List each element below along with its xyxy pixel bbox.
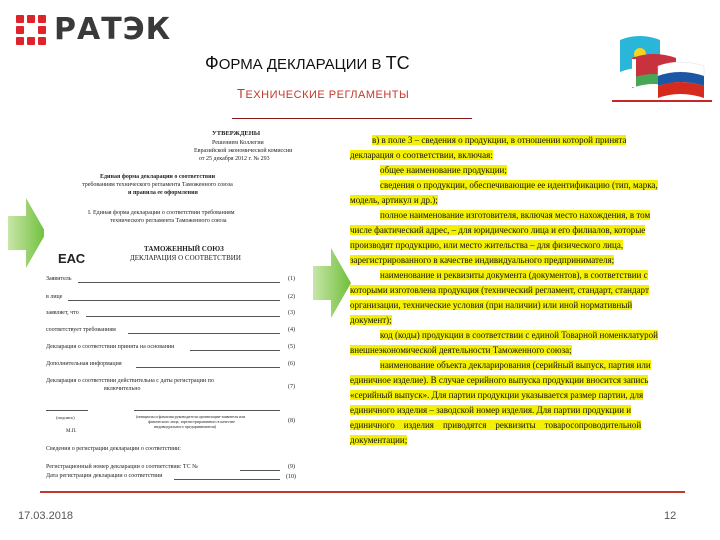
field-label: соответствует требованиям (46, 327, 116, 333)
text-line: организации, технические условия (при наличии) или иной нормативный (350, 300, 633, 310)
field-number: (5) (288, 344, 295, 350)
field-number: (10) (286, 474, 296, 480)
logo-text: РАТЭК (54, 12, 172, 47)
text-line: которыми изготовлена продукция (технический регламент, стандарт, стандарт (350, 285, 649, 295)
field-label: Дополнительная информация (46, 361, 122, 367)
registration-date-label: Дата регистрации декларации о соответствии (46, 473, 163, 479)
section-heading: технического регламента Таможенного союза (110, 218, 227, 224)
slide-date: 17.03.2018 (18, 510, 74, 522)
field-number: (8) (288, 418, 295, 424)
field-number: (1) (288, 276, 295, 282)
text-line: наименование и реквизиты документа (документов), в соответствии с (380, 270, 648, 280)
page-title: ФОРМА ДЕКЛАРАЦИИ В ТС (205, 53, 410, 73)
text-line: внешнеэкономической деятельности Таможенного союза; (350, 345, 572, 355)
text-line: единичного изделия приводятся реквизиты товаросопроводительной (350, 420, 642, 430)
text-line: полное наименование изготовителя, включая место нахождения, в том (380, 210, 651, 220)
text-line: декларация о соответствии, включая: (350, 150, 493, 160)
text-line: единичное изделие). В случае серийного выпуска продукции вносится запись (350, 375, 649, 385)
text-line: единичного изделия – заводской номер изделия. Для партии продукции и (350, 405, 632, 415)
field-label: заявляет, что (46, 310, 79, 316)
title-divider (232, 118, 472, 119)
text-line: сведения о продукции, обеспечивающие ее идентификацию (тип, марка, (380, 180, 658, 190)
field-label: Декларация о соответствии действительна с даты регистрации по (46, 378, 214, 384)
text-line: в) в поле 3 – сведения о продукции, в отношении которой принята (372, 135, 627, 145)
stamp-label: М.П. (66, 429, 77, 434)
declaration-heading: ДЕКЛАРАЦИЯ О СООТВЕТСТВИИ (130, 254, 241, 262)
text-line: наименование объекта декларирования (серийный выпуск, партия или (380, 360, 651, 370)
decision-line: Решением Коллегии (212, 140, 264, 146)
field-label: Заявитель (46, 276, 72, 282)
field-number: (6) (288, 361, 295, 367)
footer-divider (40, 491, 685, 493)
text-line: документации; (350, 435, 408, 445)
unified-form-line: и правила ее оформления (128, 190, 198, 196)
text-line: код (коды) продукции в соответствии с единой Товарной номенклатурой (380, 330, 658, 340)
page-subtitle: ТЕХНИЧЕСКИЕ РЕГЛАМЕНТЫ (237, 86, 410, 101)
field-label: включительно (104, 386, 141, 392)
field-number: (9) (288, 464, 295, 470)
unified-form-line: Единая форма декларации о соответствии (100, 174, 216, 180)
field-number: (7) (288, 384, 295, 390)
text-line: производят продукцию, или место жительства – для физического лица, (350, 240, 624, 250)
text-line: зарегистрированного в качестве индивидуального предпринимателя; (350, 255, 615, 265)
slide-number: 12 (664, 510, 677, 522)
rules-text-block (350, 133, 702, 448)
text-line: общее наименование продукции; (380, 165, 507, 175)
sign-label: (подпись) (56, 415, 75, 420)
registration-heading: Сведения о регистрации декларации о соответствии: (46, 446, 181, 452)
arrow-right-icon (8, 196, 46, 270)
field-number: (3) (288, 310, 295, 316)
text-line: документ); (350, 315, 392, 325)
text-line: модель, артикул и др.); (350, 195, 438, 205)
logo-mark-icon (16, 15, 46, 45)
field-number: (2) (288, 294, 295, 300)
customs-union-heading: ТАМОЖЕННЫЙ СОЮЗ (144, 245, 224, 253)
unified-form-line: требованиям технического регламента Таможенного союза (82, 182, 233, 188)
sign-caption: индивидуального предпринимателя) (154, 424, 217, 429)
russia-flag-icon (658, 62, 704, 98)
decision-line: от 25 декабря 2012 г. № 293 (199, 156, 270, 162)
decision-line: Евразийской экономической комиссии (194, 148, 293, 154)
section-heading: I. Единая форма декларации о соответствии требованиям (88, 210, 235, 216)
text-line: числе фактический адрес, – для юридического лица и его филиалов, которые (350, 225, 646, 235)
text-line: «серийный выпуск». Для партии продукции указывается размер партии, для (350, 390, 644, 400)
registration-number-label: Регистрационный номер декларации о соответствии: ТС № (46, 464, 198, 470)
arrow-right-icon (313, 246, 351, 320)
flags-image (618, 32, 706, 102)
eac-mark: ЕАС (58, 251, 86, 266)
approved-label: УТВЕРЖДЕНЫ (212, 130, 261, 137)
field-label: Декларация о соответствии принята на основании (46, 344, 175, 350)
flags-underline (612, 100, 712, 102)
ratek-logo (16, 14, 171, 46)
declaration-form-image (44, 124, 306, 488)
sign-caption: (инициалы и фамилия руководителя организации-заявителя или (136, 414, 246, 419)
field-label: в лице (46, 294, 63, 300)
sign-caption: физического лица, зарегистрированного в качестве (148, 419, 235, 424)
field-number: (4) (288, 327, 295, 333)
